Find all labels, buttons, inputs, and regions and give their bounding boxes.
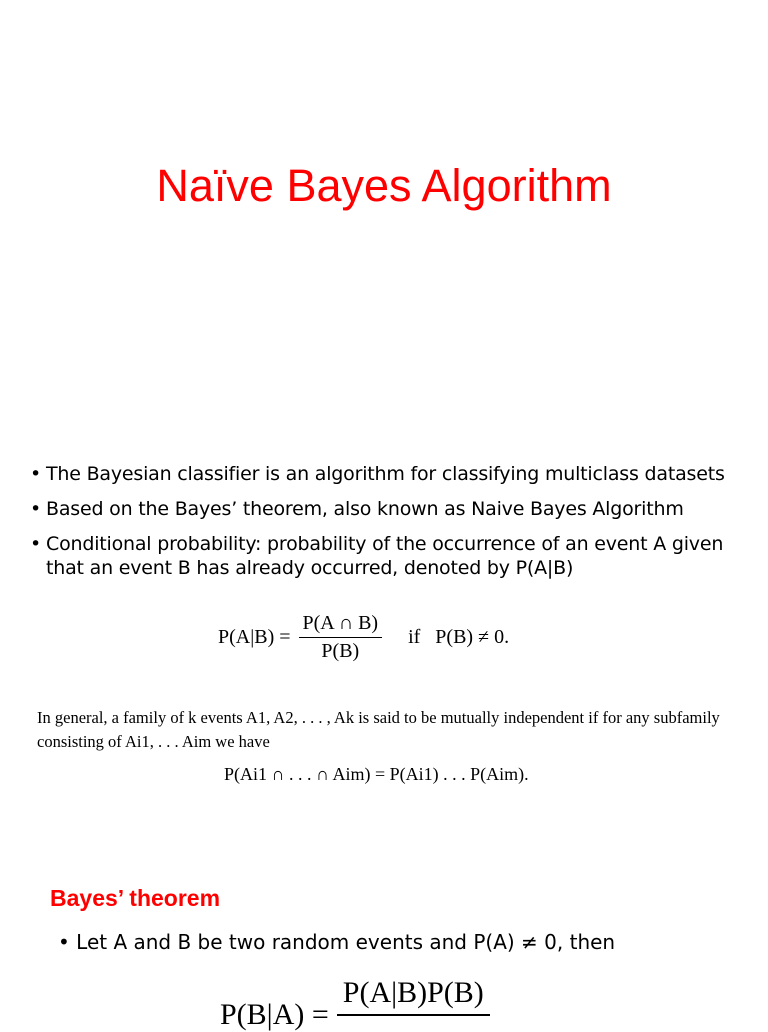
bullet-dot-icon: • bbox=[30, 533, 42, 555]
formula-fraction bbox=[299, 612, 383, 663]
bayes-bullet bbox=[58, 930, 615, 954]
bayes-formula-lhs: P(B|A) = bbox=[220, 998, 329, 1031]
bullet-text: Conditional probability: probability of the occurrence of an event A given that an event B has already occurred, denoted by P(A|B) bbox=[46, 533, 724, 579]
bullet-dot-icon: • bbox=[58, 930, 70, 954]
bayes-bullet-text: Let A and B be two random events and P(A) ≠ 0, then bbox=[76, 930, 616, 954]
formula-denominator: P(B) bbox=[321, 640, 360, 662]
bayes-formula-numerator: P(A|B)P(B) bbox=[337, 976, 490, 1016]
bayes-theorem-heading: Bayes’ theorem bbox=[50, 885, 221, 911]
bullet-dot-icon: • bbox=[30, 498, 42, 520]
conditional-probability-formula bbox=[218, 612, 509, 663]
formula-condition: if P(B) ≠ 0. bbox=[408, 626, 510, 648]
bullet-text: The Bayesian classifier is an algorithm for classifying multiclass datasets bbox=[46, 463, 725, 485]
bullet-dot-icon: • bbox=[30, 463, 42, 485]
bullet-item bbox=[30, 532, 750, 580]
bullet-item bbox=[30, 497, 750, 521]
formula-lhs: P(A|B) = bbox=[218, 626, 291, 648]
independence-formula: P(Ai1 ∩ . . . ∩ Aim) = P(Ai1) . . . P(Aim). bbox=[224, 764, 529, 784]
independence-text: In general, a family of k events A1, A2, . . . , Ak is said to be mutually independent if for any subfamily consisting of Ai1, . . . Aim we have bbox=[37, 708, 720, 751]
bullet-text: Based on the Bayes’ theorem, also known as Naive Bayes Algorithm bbox=[46, 498, 684, 520]
formula-numerator: P(A ∩ B) bbox=[299, 612, 383, 638]
bayes-formula-fraction bbox=[337, 976, 490, 1016]
bullet-list bbox=[30, 462, 750, 591]
bullet-item bbox=[30, 462, 750, 486]
independence-paragraph bbox=[37, 706, 747, 754]
slide-title: Naïve Bayes Algorithm bbox=[156, 160, 612, 211]
